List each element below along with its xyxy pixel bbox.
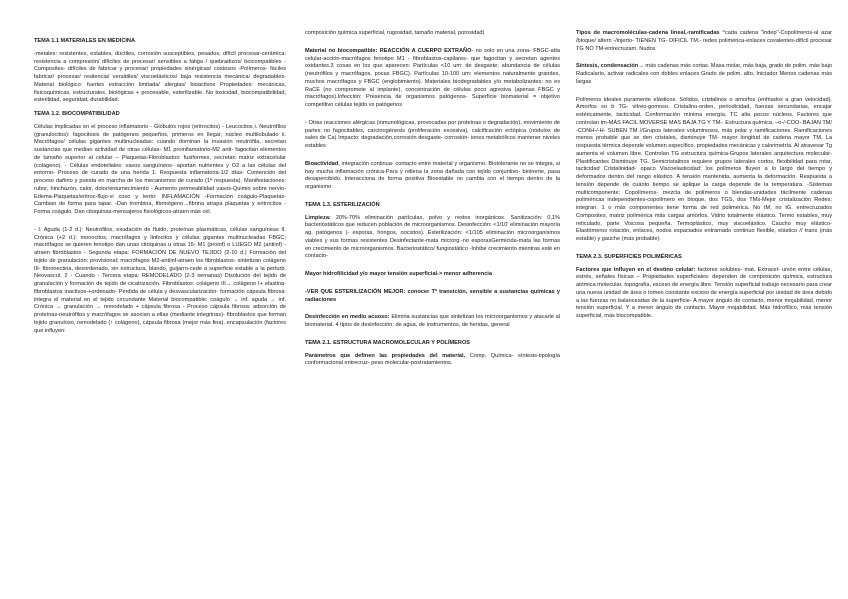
section-heading-biocompatibilidad: TEMA 1.2. BIOCOMPATIBILIDAD — [34, 111, 120, 117]
paragraph-limpieza — [305, 215, 560, 262]
paragraph-otras-reacciones: - Otras reacciones alérgicas (inmunológicas, provocadas por proteínas o degradación), movimiento de partes no fagocitables, carcinogénesis (proliferación excesiva), calcificación ectópica (nódulos de sales de Ca) Impacto: degradación,corrosión desgaste- corrosión- iones metabólicos mantener niveles estables — [305, 119, 560, 149]
paragraph-materiales: -metales: resistentes, estables, dúctiles, corrosión susceptibles, pesados, difícil procesar-cerámica: resistencia a compresión/ difíciles de procesar/ sensibles a fatiga / quebradizos/ biocompatibles -Composites- difíciles de fabricar y procesar/ propiedades sinérgicas/ costosos -Polímeros- fáciles fabricar/ procesar/ resilencia/ versátiles/ viscoelásticos/ baja resistencia mecánica/ degradables- Material biológico: fuertes extracción limitada/ alergias/ bioactivos Propiedades: mecánicas, fisicoquímicas, estructurales, biológicas + procesable, esterilizable. No toxicidad, biocompatibilidad, esterilidad, seguridad, durabilidad. — [34, 50, 286, 104]
column-left — [34, 38, 286, 598]
paragraph-sintesis — [576, 63, 832, 86]
paragraph-ver-esterilizacion: -VER QUE ESTERILIZACIÓN MEJOR: conocer Tª transición, sensible a sustancias químicas y radiaciones — [305, 288, 560, 303]
text-no-biocompatible: - no solo en una zona- FBGC-atta celular-acción-macrófagos fenotipo M1 - fibroblastos-capilares- que fagocitan y secretan agentes oxidantes.3 cosas en los que aparecen: Partículas <10 um: de desgaste; abundancia de células (neutrófilos y macrófagos, pocas FBGC). Partículas 10-100 um: elementos naturalmente grandes, muchos macrófagos y FBGC (englobimiento). Materiales biodegradables y/o metabolizantes: no es RaCE (no compromete al implante), concentración de células poco agresiva (apenas FBGC y macrófagos).Infección: Presencia de organismos patógenos- Superficie biomaterial = objetivo competitivo células tejido vs patógenos — [305, 47, 560, 108]
text-desinfeccion: Elimina sustancias que sintetizan los microorganismos y atacarle al biomaterial. 4 tipos de desinfección: de agua, de instrumentos, de heridas, general — [305, 314, 560, 328]
paragraph-celulas-inflamatorio: Células implicadas en el proceso inflamatorio - Glóbulos rojos (eritrocitos) - Leucocitos i. Neutrófilos (granulocitos): fagocitosis de patógenos pequeños, primeros en llegar, núcleo multilobulado ii. Macrófagos/ células gigantes multinucleadas: cuando dominan la invasión neutrófila, secretan sustancias que median actividad de otras células- M1 proinflamatorio-M2 anti- fagocitan elementos de tamaño superior al celular – Plaquetas-Fibroblastos: fusiformes, secretan matriz extracelular (colágeno). - Células endoteliales: vasos sanguíneos- aportan nutrientes y O2 a las células del entorno- Proceso de curado de una herida 1. Respuesta inflamatoria-1/2 días- Contención del proceso dañino y puesta en marcha de los mecanismos de curado (1ª respuesta). Manifestaciones: rubor, hinchazón, calor, dolor/entumecimiento - Aumento permeabilidad vasos-Quimio sobre nervio-Edema-Plaquetas/eritroc-flujo-vi coso y lento: INFLAMACIÓN -Formación coágulo-Plaquetas- Cambian de forma para tapar. -Dan trombina, fibrinógeno→fibrina atrapa plaquetas y eritrocitos - Forma coágulo. Dan citoquinas-mensajeros fisiológicos-atraen más cel. — [34, 123, 286, 215]
column-middle — [305, 30, 560, 590]
label-no-biocompatible: Material no biocompatible: REACCIÓN A CUERPO EXTRAÑO — [305, 47, 472, 54]
label-factores: Factores que influyen en el destino celular: — [576, 266, 696, 273]
paragraph-bioactividad — [305, 161, 560, 192]
text-bioactividad: , integración continua- contacto entre material y organismo. Biotolerante no se integra, si hay mucha inflamación crónica-Para y rellena la zona dañada con tejido conjuntivo- bioinerte, pasa desapercibido. Interacciona de forma positiva Bioestable no cambia con el tiempo dentro de la organismo — [305, 160, 560, 190]
label-tipos: Tipos de macromoléculas-cadena lineal,-ramificadas — [576, 30, 720, 36]
paragraph-inflamacion-etapas: - I. Aguda (1-2 d.): Neutrófilos, exudación de fluido, proteínas plasmáticas, células sanguíneas II. Crónica (+2 d.): monocitos, macrófagos y linfocitos y células gigantes multinucleadas FBGC; macrófagos se quieren fenotipo dan unas citoquinas u otras 15- M1 (proinf) o LUEGO M2 (antiinf) -atraen fibroblastos - Segunda etapa: FORMACIÓN DE NUEVO TEJIDO (2-10 d.) Formación del tejido de granulación: provisional; macrófagos M2-antiinf-atraen los fibroblastos- sintetizan colágeno III- fibronectina, desordenado, sin estructura, blando, guijarro-cede a superficie estable a la perturb. Neovascul. 2 - Cuando - Tercera etapa: REMODELADO (2-3 semanas) Disolución del tejido de granulación y formación de tejido de cicatrización. Fibroblastos: colágeno III→ colágeno I+ elastina-fibroblastos inactivos-+ordenado- Pérdida de célula y desvascularización- formación cápsula fibrosa: integra el material en el tejido circundante Material biocompatible: coágulo → inf. aguda → inf. Crónica → granulación → remodelado + cápsula fibrosa - Proceso cápsula fibrosa: adsorción de proteínas-neutrófilos y macrófagos se asocian a ellas (mediante integrinas)- fibroblastos que forman tejido granuloso, remodelado (↑ colágeno), cápsula fibrosa (mejor más fina). encapsulación (factores que influyen: — [34, 226, 286, 334]
label-sintesis: Síntesis, condensación — [576, 63, 639, 70]
text-limpieza: 20%-70% eliminación partículas, polvo y restos inorgánicos. Sanitización: 0,1% bacteriostáticos que reducen población de microorganismos. Desinfección: <1/10' eliminación mayoría ag. patógenos (- esporas, hongos, oocistos). Esterilización: <1/105 eliminación microorganismos viables y sus formas resistentes Desinfectante-mata microrg.-no esporasGermicida-mata las formas en crecimiento de microorganismos. Bacteriostático/ fungiostático -Inhibe crecimiento mientras esté en contacto- — [305, 214, 560, 260]
paragraph-factores-destino — [576, 267, 832, 321]
label-desinfeccion: Desinfección en medio acuoso: — [305, 314, 390, 321]
label-bioactividad: Bioactividad — [305, 160, 339, 167]
section-heading-esterilizacion: TEMA 1.3. ESTERILIZACIÓN — [305, 201, 380, 208]
section-heading-macromolecular: TEMA 2.1. ESTRUCTURA MACROMOLECULAR Y POLÍMEROS — [305, 339, 471, 346]
section-heading-materiales: TEMA 1.1 MATERIALES EN MEDICINA — [34, 38, 136, 44]
paragraph-hidrofilicidad: Mayor hidrofilicidad y/o mayor tensión superficial-> menor adherencia — [305, 271, 492, 277]
label-limpieza: Limpieza: — [305, 214, 331, 221]
paragraph-cuerpo-extrano — [305, 48, 560, 110]
text-factores: factores solubles- mat. Extracel- unión entre células, estrés, señales físicas – Propiedades superficiales: dependen de composición química, estructura atómica molecular, topografía, exceso de energía libre. Tensión superficial trabajo necesario para crear una nueva unidad de área o tomen constante exceso de energía superficial por unidad de área debido a las fuerzas no balanceadas de la superficie- A mayor ángulo de contacto, menor mojabilidad, menor tensión superficial. Y a menor ángulo de contacto. Mayor mojabilidad. Más hidrofílico, más tensión superficial, más biocompatible. — [576, 266, 832, 319]
paragraph-desinfeccion — [305, 314, 560, 330]
paragraph-parametros — [305, 353, 560, 369]
text-parametros: Comp. Química- síntesis-tipología conformacional entrecruz- peso molecular-postratamientos. — [305, 352, 560, 367]
text-sintesis: → más cadenas más cortas. Masa molar, más baja, grado de polim. más bajo Radicalario, activar radicales con dobles enlaces Grado de polim. alto. Iniciador Menos cadenas más largas — [576, 63, 832, 85]
text-tipos: ^cada cadena "indep"-Copolímeros-al azar /bloque/ altern -/injerto- TIENEN TG- DIFICIL TM.- redes polimérica-enlaces covalentes-difícil procesar TG NO TM-entrecruzam. Nudos — [576, 30, 832, 52]
paragraph-tipos-macromoleculas — [576, 30, 832, 53]
paragraph-encapsulacion-cont: composición química superficial, rugosidad, tamaño material, porosidad) — [305, 30, 485, 36]
column-right — [576, 30, 832, 590]
section-heading-superficies: TEMA 2.3. SUPERFICIES POLIMÉRICAS — [576, 253, 682, 260]
label-parametros: Parámetros que definen las propiedades del material. — [305, 352, 466, 359]
paragraph-polimeros-ideales: Polímeros ideales puramente elásticos. Sólidos, cristalinos o amorfos (enfriados a gran velocidad). Amorfos so b TG- vítreo-gomoso. Cristalino-orden, periodicidad, fuerzas secundarias, encajar estéricamente, tacticidad. Conformación mínima energía. TC alta pocos núcleos. Factores que controlan tm-MÁS FACIL MOVERSE MAS BAJA TG Y TM-. Estructura química. –o-/-COO- BAJAN TM/ -CONH-/-H- SUBEN TM //Grupos laterales voluminosos, más polar y ramificaciones. Ramificaciones menos probable que se den cristales, disminuye TM- mayor longitud de cadena mayor TM. La respuesta térmica depende volumen específico, propiedades mecánicas y calorimetría. Al atravesar Tg aumenta el volumen libre. Controlan TG estructura química-Grupos laterales arquitectura molecular- Plastificantes Disminuye TG. Semicristalinos requiere grupos laterales cortos, flexibilidad para rotar, tacticidad Cristalinidad- opaco Viscoelasticidad: los polímeros fluyen a lo largo del tiempo y deformados dentro del rango elástico. A tensión mantenida, aumenta la deformación. Respuesta a tensión depende de cuánto tiempo se aplique la carga depende de la temperatura. -Sistemas multicomponente: Copolímeros- mezcla de polímeros o blendas-unidades fácilmente cadenas poliméricas independientes-copolímero en bloque, dos TGS, dos TMs-Mejor cristalización Redes: integran. 1 o más componentes tiene forma de red polimérica. No tM, no tG. entrecruzados Composites, matriz polimérica más cargas amorfos. Vidrio totalmente elástico. Termo estables, muy reticulado, parte Viscosa pequeña. Termoplástico, muy viscoelástico. Caucho muy elástico-Elastómeros rotación, enlaces, nodos espaciados entramado continuo flexible, elástico // trans (más estable) y gauche (más probable). — [576, 96, 832, 242]
